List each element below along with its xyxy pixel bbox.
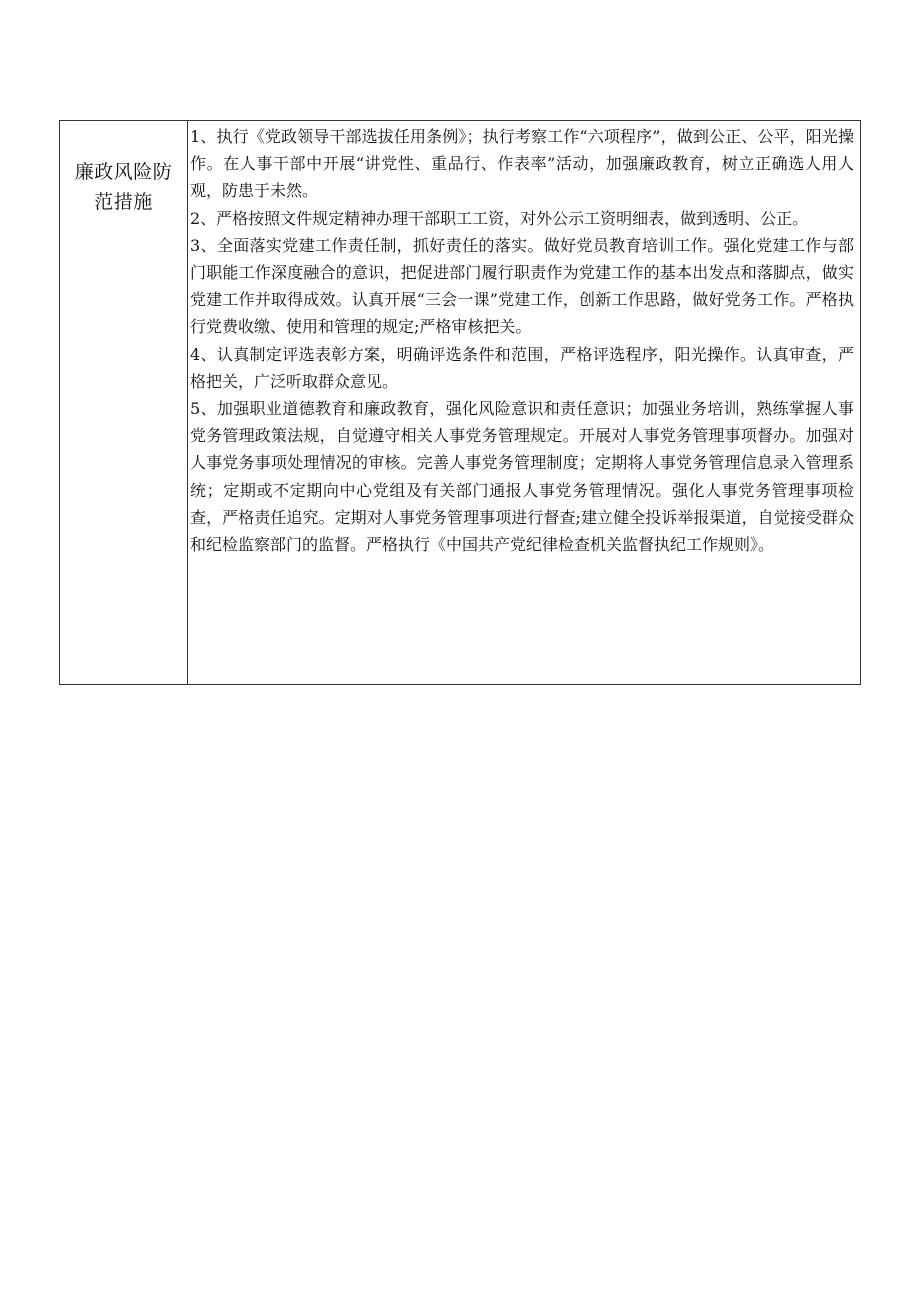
risk-prevention-table (59, 120, 861, 685)
row-label-line-1: 廉政风险防 (74, 161, 173, 183)
measure-paragraph-4: 4、认真制定评选表彰方案，明确评选条件和范围，严格评选程序，阳光操作。认真审查，严格把关，广泛听取群众意见。 (190, 344, 854, 391)
measure-paragraph-1: 1、执行《党政领导干部选拔任用条例》；执行考察工作“六项程序”，做到公正、公平，阳光操作。在人事干部中开展“讲党性、重品行、作表率”活动，加强廉政教育，树立正确选人用人观，防患于未然。 (190, 127, 854, 201)
measure-paragraph-3: 3、全面落实党建工作责任制，抓好责任的落实。做好党员教育培训工作。强化党建工作与部门职能工作深度融合的意识，把促进部门履行职责作为党建工作的基本出发点和落脚点，做实党建工作并取得成效。认真开展“三会一课”党建工作，创新工作思路，做好党务工作。严格执行党费收缴、使用和管理的规定;严格审核把关。 (190, 235, 854, 337)
measures-content-cell (188, 121, 860, 684)
measure-paragraph-2: 2、严格按照文件规定精神办理干部职工工资，对外公示工资明细表，做到透明、公正。 (190, 208, 809, 228)
row-label-cell (60, 121, 188, 684)
row-label-line-2: 范措施 (94, 191, 153, 213)
measure-paragraph-5: 5、加强职业道德教育和廉政教育，强化风险意识和责任意识；加强业务培训，熟练掌握人事党务管理政策法规，自觉遵守相关人事党务管理规定。开展对人事党务管理事项督办。加强对人事党务事项处理情况的审核。完善人事党务管理制度；定期将人事党务管理信息录入管理系统；定期或不定期向中心党组及有关部门通报人事党务管理情况。强化人事党务管理事项检查，严格责任追究。定期对人事党务管理事项进行督查;建立健全投诉举报渠道，自觉接受群众和纪检监察部门的监督。严格执行《中国共产党纪律检查机关监督执纪工作规则》。 (190, 399, 854, 555)
